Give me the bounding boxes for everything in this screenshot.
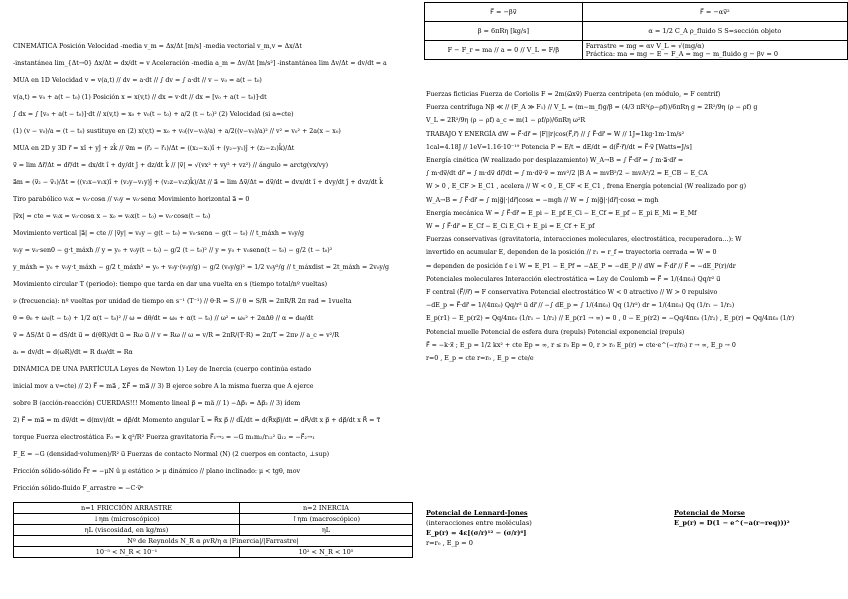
left-formula-line: v⃗ = ΔS/Δt u⃗ = dS/dt u⃗ = d(θR)/dt u⃗ = Rω u⃗ // v = Rω // ω = v/R = 2πR/(T·R) = 2π/T = 2πν // a_c = v²/R: [13, 332, 340, 339]
right-formula-line: 1cal=4.18J // 1eV=1.16·10⁻¹⁹ Potencia P = E/t = dE/dt = d(F⃗·r⃗)/dt = F⃗·v⃗ [Watts=J/s]: [426, 143, 692, 151]
right-formula-line: r=0 , E_p = cte r=r₀ , E_p = cte/e: [426, 355, 534, 363]
lennard-eq: E_p(r) = 4ε[(σ/r)¹² − (σ/r)⁶]: [426, 529, 527, 537]
right-formula-line: Potenciales moleculares Interacción electrostática ⇒ Ley de Coulomb ⇒ F⃗ = 1/(4πε₀) Qq/r² u⃗: [426, 275, 721, 283]
left-formula-line: θ = θ₀ + ω₀(t − t₀) + 1/2 α(t − t₀)² // ω = dθ/dt = ω₀ + α(t − t₀) // ω² = ω₀² + 2αΔθ // α = dω/dt: [13, 315, 314, 322]
friction-table: [13, 502, 413, 558]
left-formula-line: MUA en 1D Velocidad v = v(a,t) // dv = a·dt // ∫ dv = ∫ a·dt // v − v₀ = a(t − t₀): [13, 77, 262, 84]
morse-block: [674, 508, 844, 528]
left-formula-line: ν (frecuencia): nº vueltas por unidad de tiempo en s⁻¹ (T⁻¹) // θ·R = S // θ = S/R = 2πR/R 2π rad = 1vuelta: [13, 298, 352, 305]
friction-r1a: ↓ηm (microscópico): [14, 514, 240, 525]
left-formula-line: (1) (v − v₀)/a = (t − t₀) sustituye en (2) x(v,t) = x₀ + v₀((v−v₀)/a) + a/2((v−v₀)/a)² // v² = v₀² + 2a(x − x₀): [13, 128, 341, 135]
left-formula-line: aₜ = dv/dt = d(ωR)/dt = R dω/dt = Rα: [13, 349, 133, 356]
friction-r4b: 10² < N_R < 10⁵: [239, 547, 412, 558]
friction-r1b: ↑ηm (macroscópico): [239, 514, 412, 525]
left-formula-line: ∫ dx = ∫ [v₀ + a(t − t₀)]·dt // x(v,t) = x₀ + v₀(t − t₀) + a/2 (t − t₀)² (2) Velocidad (si a=cte): [13, 111, 294, 118]
left-formula-line: Tiro parabólico v₀x = v₀·cosα // v₀y = v₀·senα Movimiento horizontal a⃗ = 0: [13, 196, 250, 203]
right-formula-line: ∫ m·dv⃗/dt dr⃗ = ∫ m·dv⃗ dr⃗/dt = ∫ m·dv⃗·v⃗ = mv²/2 |B A = mvB²/2 − mvA²/2 = E_CB − E_CA: [426, 170, 708, 178]
left-formula-line: v₀y = v₀·sen0 − g·t_máxh // y = y₀ + v₀y(t − t₀) − g/2 (t − t₀)² // y = y₀ + v₀senα(t − t₀) − g/2 (t − t₀)²: [13, 247, 333, 254]
lennard-cond: r=r₀ , E_p = 0: [426, 539, 474, 547]
drag-c2c-cell: [582, 41, 847, 60]
morse-eq: E_p(r) = D(1 − e^(−a(r−req)))²: [674, 519, 790, 527]
left-column: [0, 0, 420, 599]
left-formula-line: Fricción sólido-fluido F_arrastre = −C·v⃗ⁿ: [13, 485, 144, 492]
right-formula-line: W > 0 , E_CF > E_C1 , acelera // W < 0 , E_CF < E_C1 , frena Energía potencial (W realizado por g): [426, 183, 747, 191]
right-formula-line: W_A→B = ∫ F⃗·dr⃗ = ∫ m|g⃗|·|dr⃗|cosα = −mgh // W = ∫ m|g⃗|·|dr⃗|·cosα = mgh: [426, 196, 659, 204]
right-formula-line: Fuerzas ficticias Fuerza de Coriolis F = 2m(ω⃗xv⃗) Fuerza centrípeta (en módulo, = F centrif): [426, 91, 721, 98]
right-formula-line: Energía cinética (W realizado por desplazamiento) W_A→B = ∫ F⃗·dr⃗ = ∫ m·a⃗·dr⃗ =: [426, 157, 684, 165]
left-formula-line: y_máxh = y₀ + v₀y·t_máxh − g/2 t_máxh² = y₀ + v₀y·(v₀y/g) − g/2 (v₀y/g)² = 1/2 v₀y²/g // t_máxdist = 2t_máxh = 2v₀y/g: [13, 264, 390, 271]
friction-r2b: ηL: [239, 525, 412, 536]
right-formula-line: Potencial muelle Potencial de esfera dura (repuls) Potencial exponencial (repuls): [426, 328, 685, 336]
right-formula-line: F central (F⃗//r⃗) ⇒ F conservativa Potencial electrostático W < 0 atractivo // W > 0 repulsivo: [426, 289, 718, 297]
left-formula-line: Movimiento circular T (periodo): tiempo que tarda en dar una vuelta en s (tiempo total/nº vueltas): [13, 281, 328, 288]
left-formula-line: inicial mov a v=cte) // 2) F⃗ = ma⃗ , ΣF⃗ = ma⃗ // 3) B ejerce sobre A la misma fuerza que A ejerce: [13, 383, 314, 390]
left-formula-line: F_E = −G (densidad·volumen)/R² u⃗ Fuerzas de contacto Normal (N) (2 cuerpos en contacto, ⊥sup): [13, 451, 330, 458]
right-formula-line: invertido en acumular E, dependen de la posición // r₁ = r_f ⇒ trayectoria cerrada ⇒ W = 0: [426, 249, 717, 257]
left-formula-line: |v⃗x| = cte = v₀x = v₀·cosα x − x₀ = v₀x(t − t₀) = v₀·cosα(t − t₀): [13, 213, 211, 220]
left-formula-list: [0, 38, 420, 497]
right-formula-line: W = ∫ F⃗·dr⃗ = E_Cf − E_Ci E_Ci + E_pi = E_Cf + E_pf: [426, 223, 595, 231]
drag-c1c: F − F_r = ma // a = 0 // V_L = F/β: [425, 41, 583, 60]
right-formula-line: V_L = 2R²/9η (ρ − ρf) a_c = m(1 − ρf/ρ)/6πRη ω²R: [426, 117, 586, 125]
drag-c1a: F⃗ = −βv⃗: [425, 3, 583, 22]
drag-c2a: F⃗ = −αv⃗²: [582, 3, 847, 22]
right-formula-line: Energía mecánica W = ∫ F⃗·dr⃗ = E_pi − E_pf E_Ci − E_Cf = E_pf − E_pi E_Mi = E_Mf: [426, 209, 697, 217]
friction-h1: n=1 FRICCIÓN ARRASTRE: [14, 503, 240, 514]
right-formula-line: TRABAJO Y ENERGÍA dW = F⃗·dr⃗ = |F||r|cos(F⃗,r⃗) // ∫ F⃗·dr⃗ = W // 1J=1kg·1m·1m/s²: [426, 130, 685, 138]
lennard-jones-block: [426, 508, 656, 548]
drag-table: [424, 2, 848, 60]
right-formula-line: Fuerza centrífuga Nβ ≪ // (F_A ≫ F₁) // V_L = (m−m_f)g/β = (4/3 πR³(ρ−ρf))/6πRη g = 2R²/9η (ρ − ρf) g: [426, 104, 758, 112]
left-formula-line: 2) F⃗ = ma⃗ = m dv⃗/dt = d(mv)/dt = dp⃗/dt Momento angular L⃗ = R⃗x p⃗ // dL⃗/dt = d(R⃗xp⃗)/dt = dR⃗/dt x p⃗ + dp⃗/dt x R⃗ = τ⃗: [13, 417, 381, 424]
friction-r4a: 10⁻⁵ < N_R < 10⁻¹: [14, 547, 240, 558]
lennard-title: Potencial de Lennard-Jones: [426, 509, 528, 517]
right-formula-line: F⃗ = −k·x⃗ ; E_p = 1/2 kx² + cte Ep = ∞, r ≤ r₀ Ep = 0, r > r₀ E_p(r) = cte·e^(−r/r₀) r → ∞, E_p → 0: [426, 341, 736, 349]
left-formula-line: CINEMÁTICA Posición Velocidad -media v_m = Δx/Δt [m/s] -media vectorial v_m,v = Δx/Δt: [13, 43, 302, 50]
drag-c2d: Práctica: ma = mg − E − F_A = mg − m_fluido g − βv = 0: [585, 50, 778, 58]
morse-title: Potencial de Morse: [674, 509, 745, 517]
left-formula-line: MUA en 2D y 3D r⃗ = xî + yĵ + zk̂ // v⃗m = (r⃗₂ − r⃗₁)/Δt = ((x₂−x₁)î + (y₂−y₁)ĵ + (z₂−z₁)k̂)/Δt: [13, 145, 295, 152]
left-formula-line: -instantánea lim_{Δt→0} Δx/Δt = dx/dt = v Aceleración -media a_m = Δv/Δt [m/s²] -instantánea lim Δv/Δt = dv/dt = a: [13, 60, 387, 67]
drag-c1b: β = 6πRη [kg/s]: [425, 22, 583, 41]
drag-c2c: Farrastre = mg = αv V_L = √(mg/α): [585, 42, 705, 50]
left-formula-line: v⃗ = lim Δr⃗/Δt = dr⃗/dt = dx/dt î + dy/dt ĵ + dz/dt k̂ // |v⃗| = √(vx² + vy² + vz²) // ángulo = arctg(vx/vy): [13, 162, 329, 169]
left-formula-line: v(a,t) = v₀ + a(t − t₀) (1) Posición x = x(v,t) // dx = v·dt // dx = [v₀ + a(t − t₀)]·dt: [13, 94, 267, 101]
left-formula-line: Movimiento vertical |a⃗| = cte // |v⃗y| = v₀y − g(t − t₀) = v₀·senα − g(t − t₀) // t_máxh = v₀y/g: [13, 230, 305, 237]
left-formula-line: DINÁMICA DE UNA PARTÍCULA Leyes de Newton 1) Ley de Inercia (cuerpo continúa estado: [13, 366, 312, 373]
left-formula-line: Fricción sólido-sólido F⃗r = −μN û μ estático > μ dinámico // plano inclinado: μ < tgθ, mov: [13, 468, 301, 475]
right-formula-line: ⇒ dependen de posición f e i W = E_P1 − E_Pf = −ΔE_P = −dE_P // dW = F⃗·dr⃗ // F⃗ = −dE_P(r)/dr: [426, 262, 736, 270]
right-formula-section: [424, 88, 844, 365]
left-formula-line: sobre B (acción-reacción) CUERDAS!!! Momento lineal p⃗ = mä // 1) −Δp⃗₁ = Δp⃗₂ // 3) ídem: [13, 400, 301, 407]
right-formula-line: E_p(r1) − E_p(r2) = Qq/4πε₀ (1/r₁ − 1/r₂) // E_p(r1 → ∞) = 0 , 0 − E_p(r2) = −Qq/4πε₀ (1/r₂) , E_p(r) = Qq/4πε₀ (1/r): [426, 315, 795, 323]
left-formula-line: a⃗m = (v⃗₂ − v⃗₁)/Δt = ((v₂x−v₁x)î + (v₂y−v₁y)ĵ + (v₂z−v₁z)k̂)/Δt // a⃗ = lim Δv⃗/Δt = dv⃗/dt = dvx/dt î + dvy/dt ĵ + dvz/dt k̂: [13, 179, 384, 186]
left-formula-line: torque Fuerza electrostática F₀ = k q²/R² Fuerza gravitatoria F⃗₁→₂ = −G m₁m₂/r₁₂² u⃗₁₂ = −F⃗₂→₁: [13, 434, 315, 441]
friction-r3: Nº de Reynolds N_R α ρvR/η α |Finercia|/|Farrastre|: [14, 536, 413, 547]
friction-h2: n=2 INERCIA: [239, 503, 412, 514]
right-column: [424, 0, 848, 599]
friction-r2a: ηL (viscosidad, en kg/ms): [14, 525, 240, 536]
right-formula-line: −dE_p = F⃗·dr⃗ = 1/(4πε₀) Qq/r² u⃗ dr⃗ // −∫ dE_p = ∫ 1/(4πε₀) Qq (1/r²) dr = 1/(4πε₀) Qq (1/r₁ − 1/r₂): [426, 302, 735, 310]
drag-c2b: α = 1/2 C_A ρ_fluido S S=sección objeto: [582, 22, 847, 41]
right-formula-list: [424, 88, 844, 365]
right-formula-line: Fuerzas conservativas (gravitatoria, interacciones moleculares, electrostática, recuperadora…): W: [426, 236, 742, 244]
lennard-sub: (interacciones entre moléculas): [426, 519, 532, 527]
